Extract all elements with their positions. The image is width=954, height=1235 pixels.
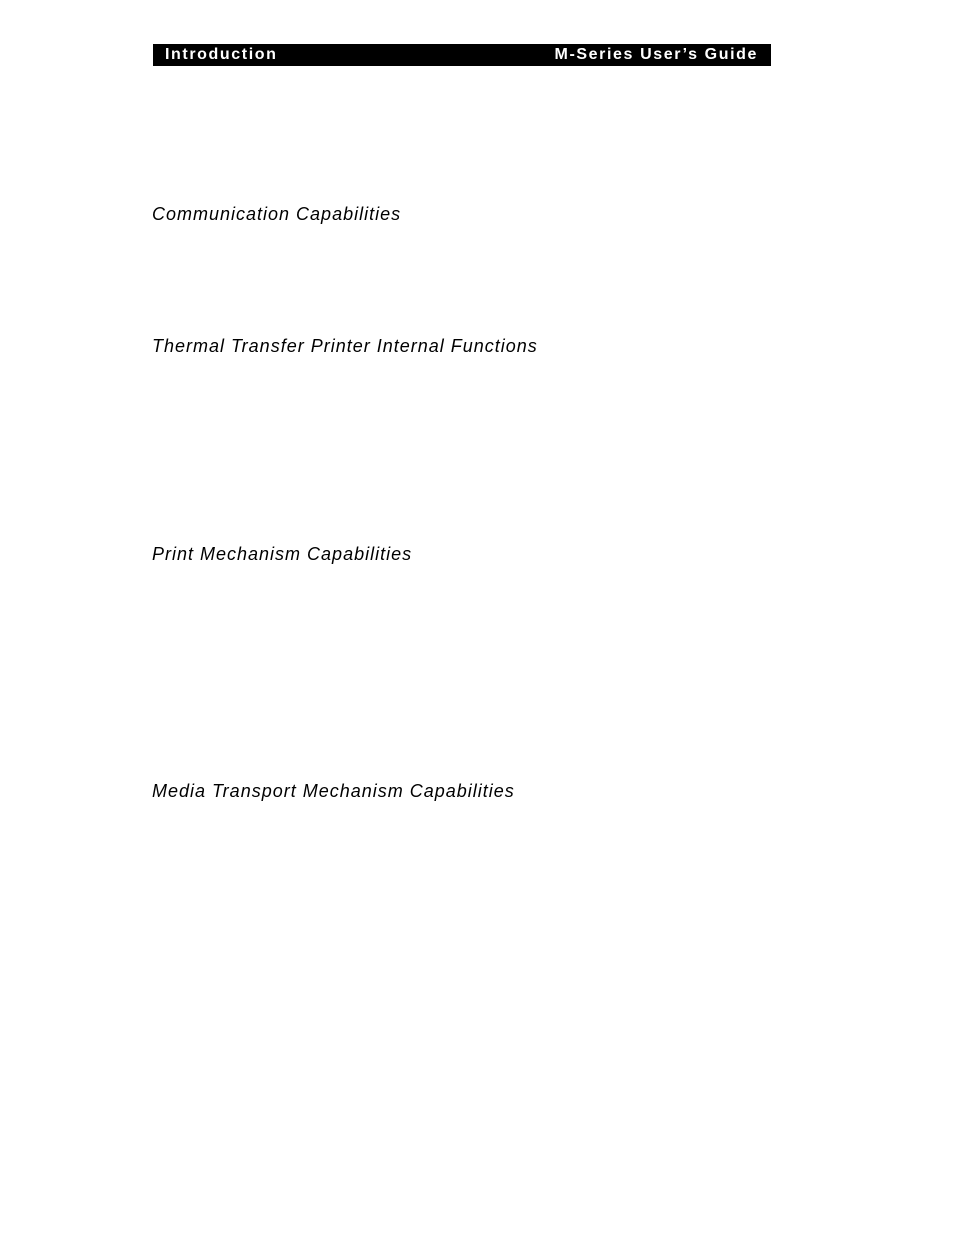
section-heading-print-mechanism: Print Mechanism Capabilities xyxy=(152,544,413,564)
header-document-title: M-Series User’s Guide xyxy=(554,46,758,63)
section-heading-communication: Communication Capabilities xyxy=(152,204,402,224)
header-chapter-title: Introduction xyxy=(165,46,278,63)
section-heading-internal-functions: Thermal Transfer Printer Internal Functions xyxy=(152,336,538,356)
running-header xyxy=(153,44,771,66)
section-heading-media-transport: Media Transport Mechanism Capabilities xyxy=(152,781,515,801)
